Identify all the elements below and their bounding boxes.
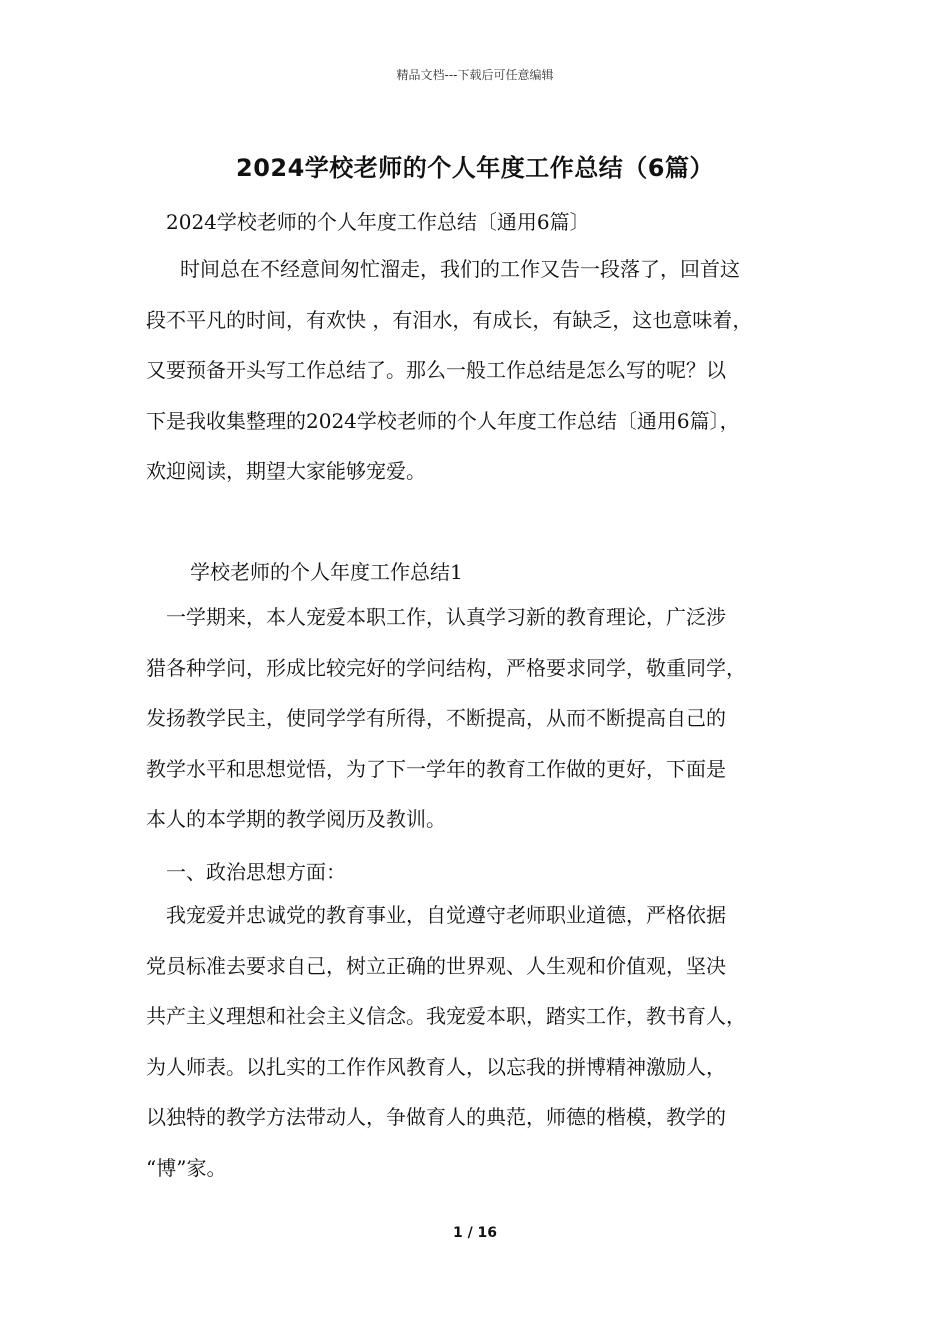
document-subtitle: 2024学校老师的个人年度工作总结〔通用6篇〕 [166, 210, 590, 234]
intro-line: 欢迎阅读，期望大家能够宠爱。 [146, 459, 426, 483]
paragraph-line: 发扬教学民主，使同学学有所得，不断提高，从而不断提高自己的 [146, 706, 726, 730]
paragraph-line: 本人的本学期的教学阅历及教训。 [146, 807, 446, 831]
paragraph-line: 为人师表。以扎实的工作作风教育人，以忘我的拼博精神激励人， [146, 1054, 726, 1079]
paragraph-line: 共产主义理想和社会主义信念。我宠爱本职，踏实工作，教书育人， [146, 1004, 746, 1028]
paragraph-line: 党员标准去要求自己，树立正确的世界观、人生观和价值观，坚决 [146, 953, 726, 978]
section-heading: 学校老师的个人年度工作总结1 [190, 560, 463, 584]
intro-line: 又要预备开头写工作总结了。那么一般工作总结是怎么写的呢？以 [146, 358, 726, 382]
paragraph-line: 教学水平和思想觉悟，为了下一学年的教育工作做的更好，下面是 [146, 756, 726, 781]
header-note: 精品文档---下载后可任意编辑 [396, 68, 554, 82]
paragraph-line: 一学期来，本人宠爱本职工作，认真学习新的教育理论，广泛涉 [166, 605, 726, 629]
intro-paragraph [146, 244, 836, 497]
paragraph-line: 以独特的教学方法带动人，争做育人的典范，师德的楷模，教学的 [146, 1105, 726, 1129]
document-title: 2024学校老师的个人年度工作总结（6篇） [236, 154, 714, 182]
paragraph-line: “博”家。 [146, 1155, 227, 1180]
paragraph-line: 我宠爱并忠诚党的教育事业，自觉遵守老师职业道德，严格依据 [166, 903, 726, 927]
section-subheading: 一、政治思想方面： [166, 860, 346, 884]
intro-line: 段不平凡的时间，有欢快 ，有泪水，有成长，有缺乏，这也意味着， [146, 307, 753, 332]
intro-line: 时间总在不经意间匆忙溜走，我们的工作又告一段落了，回首这 [160, 257, 740, 281]
page-number: 1 / 16 [452, 1225, 498, 1241]
section-paragraph-2 [146, 890, 836, 1193]
intro-line: 下是我收集整理的2024学校老师的个人年度工作总结〔通用6篇〕， [146, 408, 740, 433]
paragraph-line: 猎各种学问，形成比较完好的学问结构，严格要求同学，敬重同学， [146, 655, 746, 680]
section-paragraph-1 [146, 592, 836, 845]
